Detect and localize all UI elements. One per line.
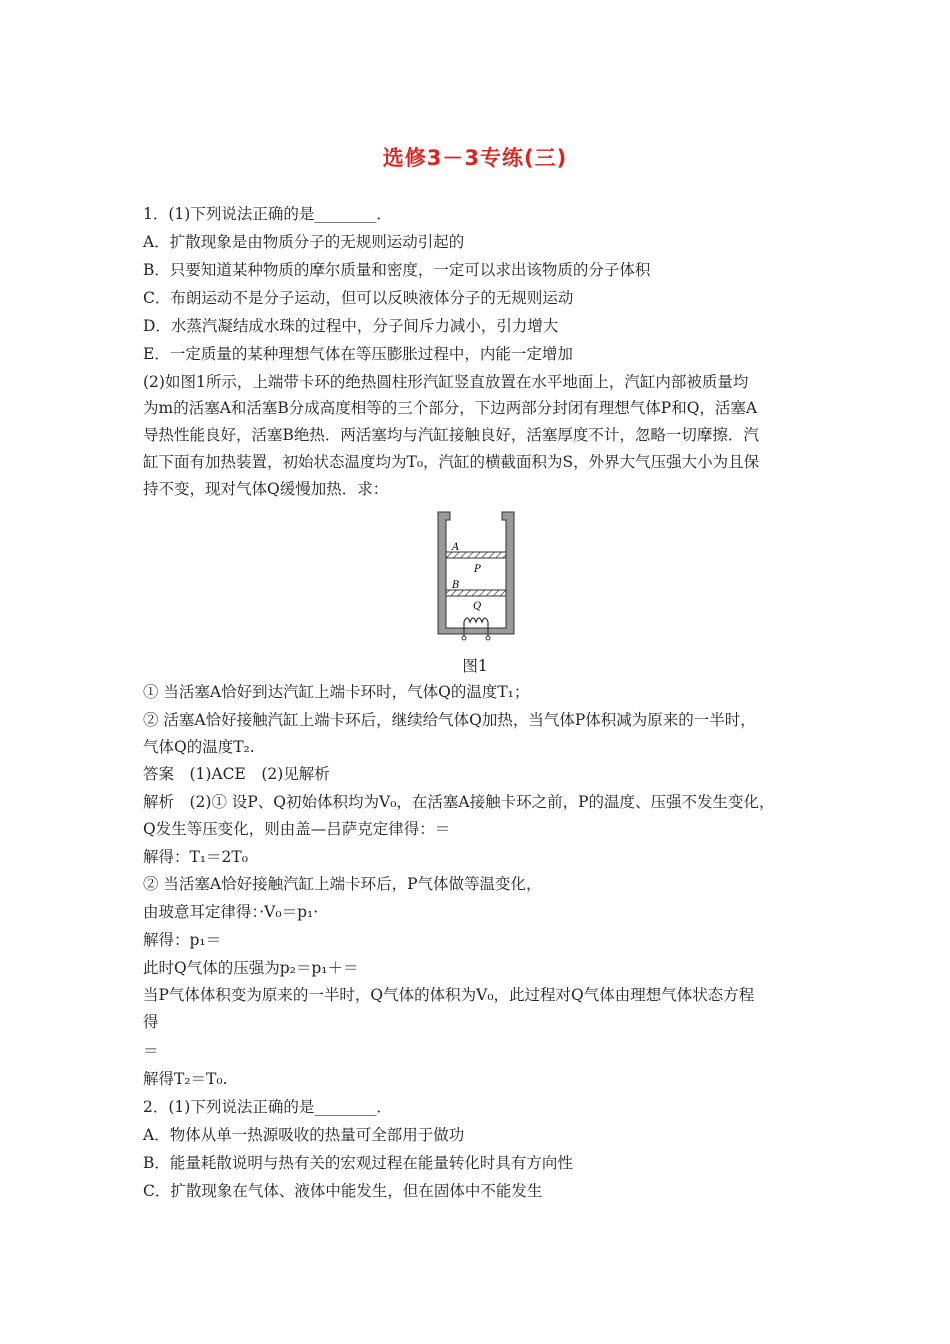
analysis-line: 解析 (2)① 设P、Q初始体积均为V₀，在活塞A接触卡环之前，P的温度、压强不发生变化， <box>143 793 775 811</box>
q1-option-d: D．水蒸汽凝结成水珠的过程中，分子间斥力减小，引力增大 <box>143 317 559 335</box>
figure-caption: 图1 <box>462 657 488 675</box>
label-q: Q <box>473 601 482 612</box>
analysis-line: 此时Q气体的压强为p₂＝p₁＋＝ <box>143 959 359 977</box>
q1-part2-line: 为m的活塞A和活塞B分成高度相等的三个部分，下边两部分封闭有理想气体P和Q，活塞A <box>143 399 758 417</box>
q1-part2-line: 缸下面有加热装置，初始状态温度均为T₀，汽缸的横截面积为S，外界大气压强大小为且保 <box>143 453 760 471</box>
analysis-line: 解得：T₁＝2T₀ <box>143 848 248 866</box>
analysis-line: ② 当活塞A恰好接触汽缸上端卡环后，P气体做等温变化， <box>143 875 542 893</box>
label-a: A <box>452 542 460 553</box>
page-title: 选修3－3专练(三) <box>382 146 568 170</box>
sub-question-2: ② 活塞A恰好接触汽缸上端卡环后，继续给气体Q加热，当气体P体积减为原来的一半时， <box>143 711 756 729</box>
q2-option-a: A．物体从单一热源吸收的热量可全部用于做功 <box>143 1126 465 1144</box>
analysis-line: 得 <box>143 1013 159 1031</box>
q2-option-c: C．扩散现象在气体、液体中能发生，但在固体中不能发生 <box>143 1182 543 1200</box>
q1-option-a: A．扩散现象是由物质分子的无规则运动引起的 <box>143 233 465 251</box>
sub-question-1: ① 当活塞A恰好到达汽缸上端卡环时，气体Q的温度T₁； <box>143 683 530 701</box>
analysis-line: 由玻意耳定律得：·V₀＝p₁· <box>143 903 319 921</box>
q1-option-e: E．一定质量的某种理想气体在等压膨胀过程中，内能一定增加 <box>143 345 573 363</box>
q1-option-b: B．只要知道某种物质的摩尔质量和密度，一定可以求出该物质的分子体积 <box>143 261 651 279</box>
label-b: B <box>452 580 460 591</box>
q1-part2-line: 导热性能良好，活塞B绝热．两活塞均与汽缸接触良好，活塞厚度不计，忽略一切摩擦．汽 <box>143 426 759 444</box>
q1-part2-line: 持不变，现对气体Q缓慢加热．求： <box>143 480 389 498</box>
answer-line: 答案 (1)ACE (2)见解析 <box>143 765 330 783</box>
analysis-line: 解得：p₁＝ <box>143 931 222 949</box>
q2-option-b: B．能量耗散说明与热有关的宏观过程在能量转化时具有方向性 <box>143 1154 573 1172</box>
label-p: P <box>474 564 481 575</box>
q1-stem: 1．(1)下列说法正确的是________． <box>143 205 392 223</box>
q1-option-c: C．布朗运动不是分子运动，但可以反映液体分子的无规则运动 <box>143 289 574 307</box>
analysis-line: ＝ <box>143 1042 159 1060</box>
q2-stem: 2．(1)下列说法正确的是________． <box>143 1098 392 1116</box>
cylinder-figure <box>432 508 520 644</box>
sub-question-2-cont: 气体Q的温度T₂. <box>143 738 255 756</box>
analysis-line: Q发生等压变化，则由盖—吕萨克定律得：＝ <box>143 820 451 838</box>
q1-part2-line: (2)如图1所示，上端带卡环的绝热圆柱形汽缸竖直放置在水平地面上，汽缸内部被质量均 <box>143 373 749 391</box>
analysis-line: 解得T₂＝T₀. <box>143 1070 228 1088</box>
analysis-line: 当P气体体积变为原来的一半时，Q气体的体积为V₀，此过程对Q气体由理想气体状态方程 <box>143 986 755 1004</box>
